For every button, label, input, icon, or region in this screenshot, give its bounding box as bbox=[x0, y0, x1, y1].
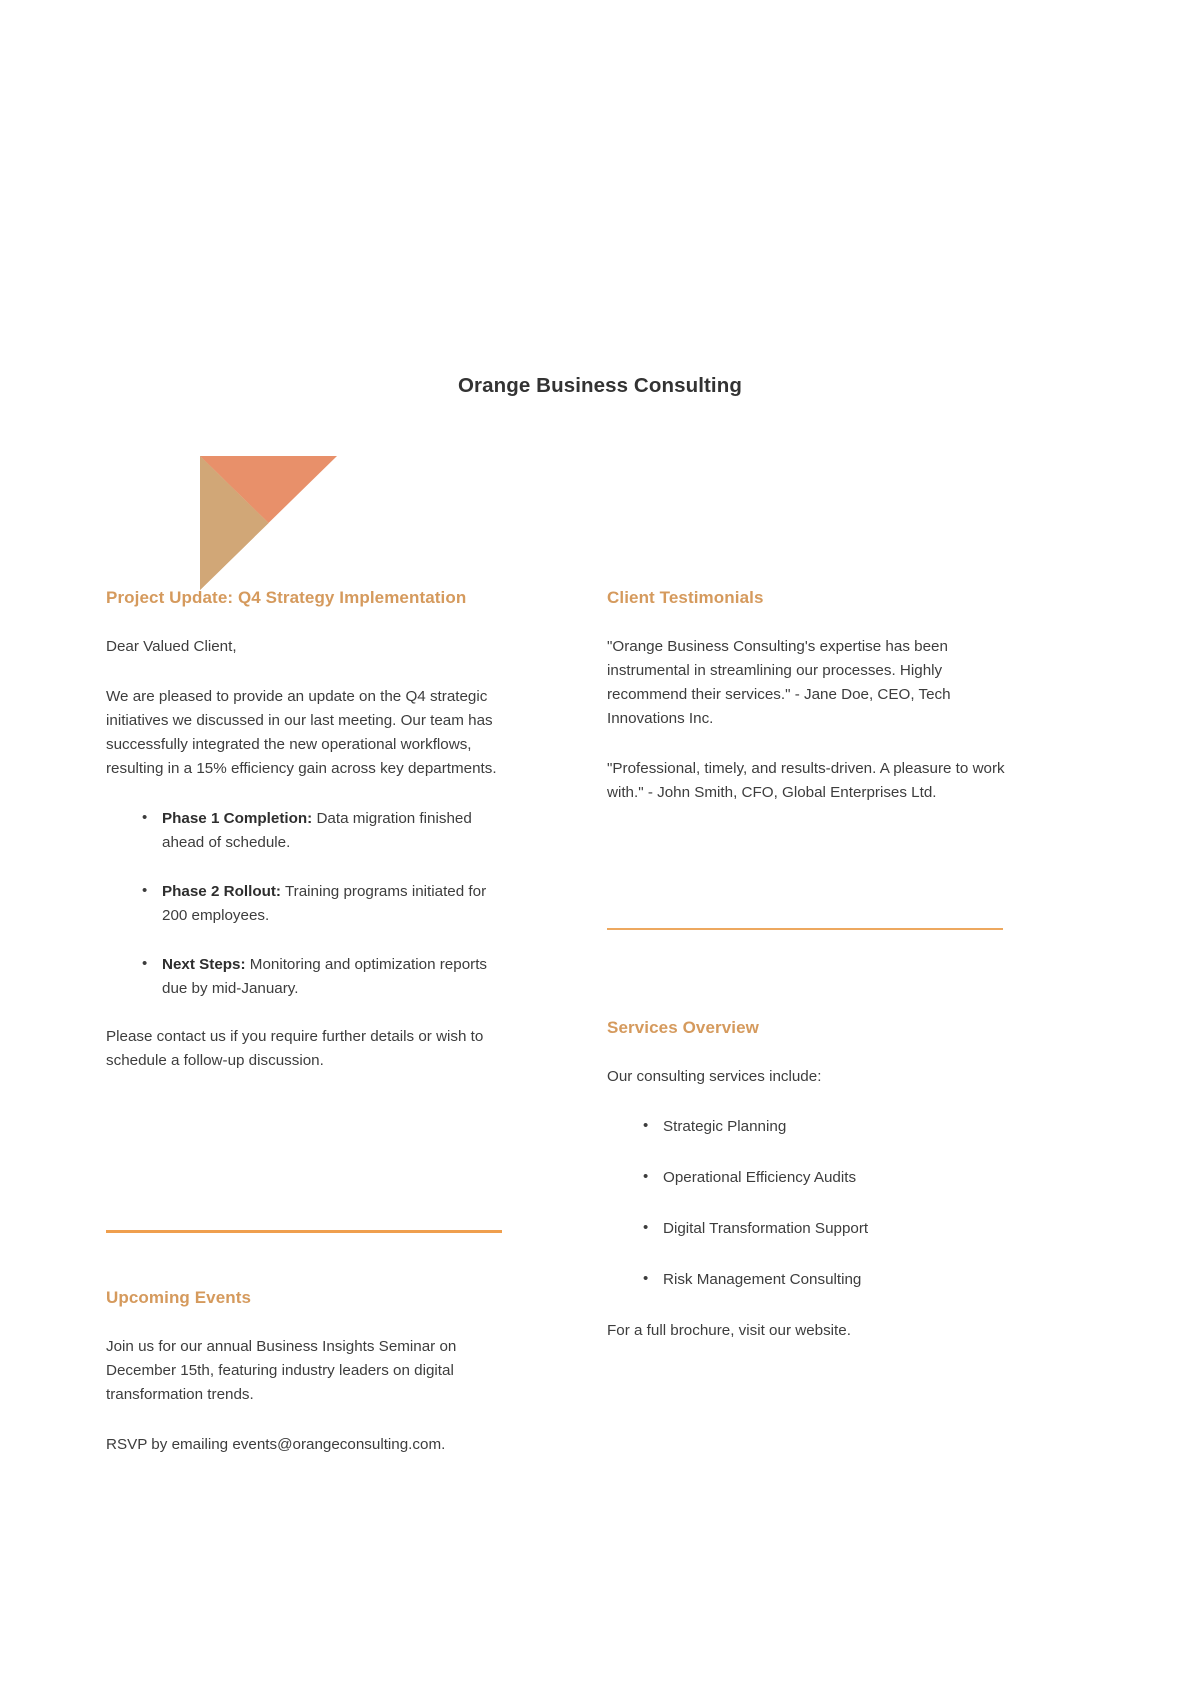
list-item: • Operational Efficiency Audits bbox=[663, 1166, 1007, 1190]
salutation-text: Dear Valued Client, bbox=[106, 638, 237, 655]
list-item bbox=[162, 953, 506, 1001]
orange-triangle-logo bbox=[200, 456, 337, 590]
section-divider bbox=[607, 928, 1003, 930]
bullet-label: Phase 2 Rollout: bbox=[162, 883, 281, 900]
upcoming-events-paragraph: Join us for our annual Business Insights Seminar on December 15th, featuring industry leaders on digital transformation trends. bbox=[106, 1338, 457, 1403]
bullet-label: Phase 1 Completion: bbox=[162, 810, 313, 827]
services-overview-heading: Services Overview bbox=[607, 1018, 759, 1037]
list-item: • Strategic Planning bbox=[663, 1115, 1007, 1139]
testimonial-quote: "Professional, timely, and results-driven. A pleasure to work with." - John Smith, CFO, Global Enterprises Ltd. bbox=[607, 760, 1005, 801]
project-update-closing: Please contact us if you require further details or wish to schedule a follow-up discussion. bbox=[106, 1028, 484, 1069]
logo-triangles-icon bbox=[200, 456, 337, 590]
upcoming-events-section bbox=[106, 1288, 506, 1457]
services-intro: Our consulting services include: bbox=[607, 1068, 822, 1085]
list-item: • Risk Management Consulting bbox=[663, 1268, 1007, 1292]
list-item bbox=[162, 807, 506, 855]
list-item: • Digital Transformation Support bbox=[663, 1217, 1007, 1241]
list-item bbox=[162, 880, 506, 928]
client-testimonials-section bbox=[607, 588, 1007, 805]
bullet-text: Data migration finished ahead of schedule. bbox=[162, 810, 472, 851]
bullet-text: Monitoring and optimization reports due by mid-January. bbox=[162, 956, 488, 997]
masthead bbox=[0, 374, 1200, 398]
rsvp-text: RSVP by emailing events@orangeconsulting.com. bbox=[106, 1436, 446, 1453]
testimonial-quote: "Orange Business Consulting's expertise has been instrumental in streamlining our processes. Highly recommend their services." - Jane Doe, CEO, Tech Innovations Inc. bbox=[607, 638, 951, 727]
services-list bbox=[607, 1115, 1007, 1292]
services-overview-section bbox=[607, 1018, 1007, 1343]
project-update-section bbox=[106, 588, 506, 1073]
bullet-label: Next Steps: bbox=[162, 956, 246, 973]
client-testimonials-heading: Client Testimonials bbox=[607, 588, 764, 607]
page-title: Orange Business Consulting bbox=[458, 374, 742, 397]
project-phase-list bbox=[106, 807, 506, 1001]
section-divider bbox=[106, 1230, 502, 1233]
upcoming-events-heading: Upcoming Events bbox=[106, 1288, 252, 1307]
project-update-intro: We are pleased to provide an update on the Q4 strategic initiatives we discussed in our last meeting. Our team has successfully integrated the new operational workflows, resulting in a 15% efficiency gain across key departments. bbox=[106, 688, 497, 777]
services-footer: For a full brochure, visit our website. bbox=[607, 1322, 851, 1339]
project-update-heading: Project Update: Q4 Strategy Implementation bbox=[106, 588, 467, 607]
bullet-text: Training programs initiated for 200 employees. bbox=[162, 883, 487, 924]
